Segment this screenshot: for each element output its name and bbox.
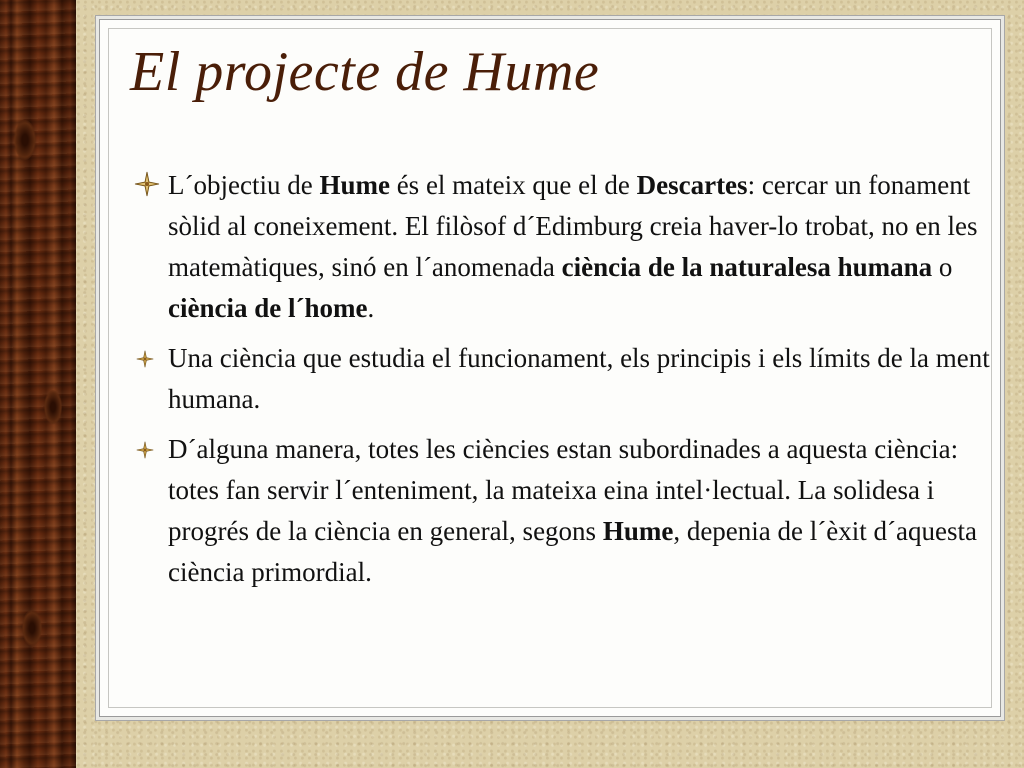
compass-star-icon: [134, 171, 160, 197]
bullet-text: Una ciència que estudia el funcionament, els principis i els límits de la ment humana.: [168, 343, 990, 414]
compass-star-icon: [136, 441, 154, 459]
slide-title: El projecte de Hume: [130, 41, 600, 103]
bullet-item: [130, 338, 990, 420]
bullet-text: L´objectiu de Hume és el mateix que el de Descartes: cercar un fonament sòlid al coneixement. El filòsof d´Edimburg creia haver-lo trobat, no en les matemàtiques, sinó en l´anomenada ciència de la naturalesa humana o ciència de l´home.: [168, 170, 978, 323]
bullet-list: [130, 165, 990, 602]
wood-knot: [44, 390, 62, 424]
wood-knot: [14, 120, 36, 160]
compass-star-icon: [136, 350, 154, 368]
bullet-text: D´alguna manera, totes les ciències estan subordinades a aquesta ciència: totes fan servir l´enteniment, la mateixa eina intel·lectual. La solidesa i progrés de la ciència en general, segons Hume, depenia de l´èxit d´aquesta ciència primordial.: [168, 434, 977, 587]
wood-knot: [22, 610, 42, 646]
bullet-item: [130, 429, 990, 593]
wood-strip-decoration: [0, 0, 76, 768]
bullet-item: [130, 165, 990, 329]
